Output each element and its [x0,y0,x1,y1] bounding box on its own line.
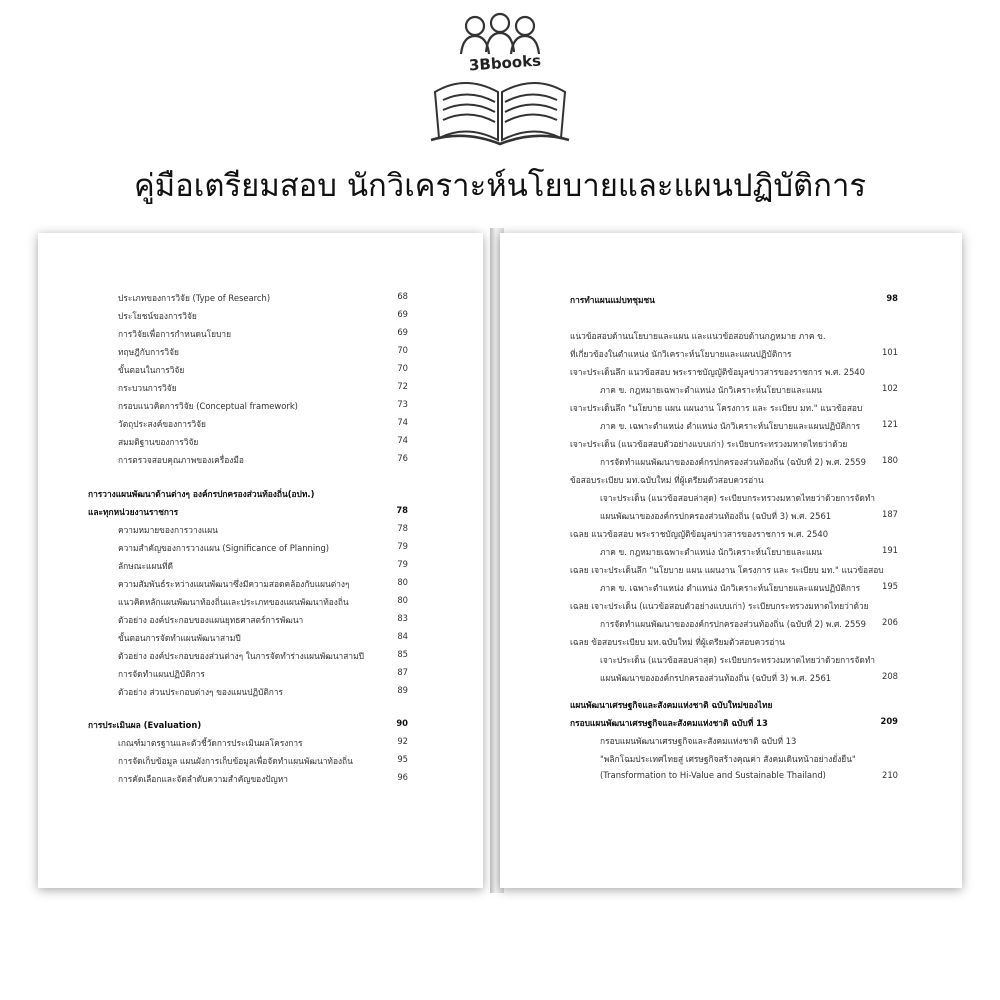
left-toc-page-number: 70 [397,345,408,355]
right-toc-entry: เฉลย เจาะประเด็น (แนวข้อสอบตัวอย่างแบบเก่า) ระเบียบกระทรวงมหาดไทยว่าด้วย [570,601,869,611]
right-toc-entry: เจาะประเด็น (แนวข้อสอบล่าสุด) ระเบียบกระทรวงมหาดไทยว่าด้วยการจัดทำ [600,493,875,503]
left-toc-entry: สมมติฐานของการวิจัย [118,437,199,447]
right-toc-entry: การจัดทำแผนพัฒนาขององค์กรปกครองส่วนท้องถิ่น (ฉบับที่ 2) พ.ศ. 2559 [600,457,866,467]
right-toc-entry: เจาะประเด็นลึก แนวข้อสอบ พระราชบัญญัติข้อมูลข่าวสารของราชการ พ.ศ. 2540 [570,367,865,377]
right-toc-page-number: 191 [882,545,898,555]
left-toc-page-number: 70 [397,363,408,373]
headline-title: คู่มือเตรียมสอบ นักวิเคราะห์นโยบายและแผนปฏิบัติการ [133,168,867,204]
left-toc-page-number: 89 [397,685,408,695]
right-toc-page-number: 209 [880,716,898,726]
left-toc-entry: และทุกหน่วยงานราชการ [88,507,179,517]
right-toc-entry: แผนพัฒนาขององค์กรปกครองส่วนท้องถิ่น (ฉบับที่ 3) พ.ศ. 2561 [600,511,832,521]
right-toc-entry: เจาะประเด็น (แนวข้อสอบล่าสุด) ระเบียบกระทรวงมหาดไทยว่าด้วยการจัดทำ [600,655,875,665]
right-toc-entry: แนวข้อสอบด้านนโยบายและแผน และแนวข้อสอบด้านกฎหมาย ภาค ข. [570,331,826,341]
left-toc-page-number: 83 [397,613,408,623]
right-toc-entry: ที่เกี่ยวข้องในตำแหน่ง นักวิเคราะห์นโยบายและแผนปฏิบัติการ [570,349,792,359]
left-toc-page-number: 73 [397,399,408,409]
left-toc-page-number: 95 [397,754,408,764]
left-toc-entry: กรอบแนวคิดการวิจัย (Conceptual framework) [118,401,298,411]
left-toc-entry: การจัดเก็บข้อมูล แผนผังการเก็บข้อมูลเพื่อจัดทำแผนพัฒนาท้องถิ่น [118,756,353,766]
right-page [500,233,962,888]
left-toc-entry: การประเมินผล (Evaluation) [88,720,202,730]
right-toc-entry: แผนพัฒนาเศรษฐกิจและสังคมแห่งชาติ ฉบับใหม่ของไทย [570,700,773,710]
right-toc-entry: แผนพัฒนาขององค์กรปกครองส่วนท้องถิ่น (ฉบับที่ 3) พ.ศ. 2561 [600,673,832,683]
left-toc-entry: ตัวอย่าง องค์ประกอบของส่วนต่างๆ ในการจัดทำร่างแผนพัฒนาสามปี [118,651,364,661]
left-toc-entry: วัตถุประสงค์ของการวิจัย [118,419,206,429]
left-toc-page-number: 72 [397,381,408,391]
left-page [38,233,483,888]
right-toc-page-number: 195 [882,581,898,591]
right-toc-page-number: 208 [882,671,898,681]
left-toc-entry: ตัวอย่าง ส่วนประกอบต่างๆ ของแผนปฏิบัติการ [118,687,284,697]
right-toc-entry: ภาค ข. เฉพาะตำแหน่ง ตำแหน่ง นักวิเคราะห์นโยบายและแผนปฏิบัติการ [600,583,861,593]
right-toc-entry: กรอบแผนพัฒนาเศรษฐกิจและสังคมแห่งชาติ ฉบับที่ 13 [600,736,797,746]
left-toc-page-number: 78 [397,523,408,533]
right-toc-entry: เฉลย ข้อสอบระเบียบ มท.ฉบับใหม่ ที่ผู้เตรียมตัวสอบควรอ่าน [570,637,785,647]
left-toc-entry: การจัดทำแผนปฏิบัติการ [118,669,205,679]
left-toc-page-number: 74 [397,417,408,427]
left-toc-page-number: 69 [397,309,408,319]
right-toc-entry: การทำแผนแม่บทชุมชน [570,295,655,305]
right-toc-page-number: 187 [882,509,898,519]
left-toc-page-number: 96 [397,772,408,782]
left-toc-entry: ประโยชน์ของการวิจัย [118,311,197,321]
right-toc-entry: ภาค ข. กฎหมายเฉพาะตำแหน่ง นักวิเคราะห์นโยบายและแผน [600,547,823,557]
right-toc-entry: เจาะประเด็น (แนวข้อสอบตัวอย่างแบบเก่า) ระเบียบกระทรวงมหาดไทยว่าด้วย [570,439,848,449]
people-icon [461,14,539,54]
left-toc-page-number: 74 [397,435,408,445]
left-toc-page-number: 92 [397,736,408,746]
left-toc-page-number: 79 [397,559,408,569]
right-toc-entry: ภาค ข. กฎหมายเฉพาะตำแหน่ง นักวิเคราะห์นโยบายและแผน [600,385,823,395]
left-toc-page-number: 80 [397,595,408,605]
left-toc-entry: ประเภทของการวิจัย (Type of Research) [118,293,271,303]
left-toc-page-number: 68 [397,291,408,301]
right-toc-entry: ภาค ข. เฉพาะตำแหน่ง ตำแหน่ง นักวิเคราะห์นโยบายและแผนปฏิบัติการ [600,421,861,431]
left-toc-entry: ความหมายของการวางแผน [118,525,218,535]
right-toc-page-number: 206 [882,617,898,627]
right-toc-page-number: 210 [882,770,898,780]
right-toc-entry: "พลิกโฉมประเทศไทยสู่ เศรษฐกิจสร้างคุณค่า สังคมเดินหน้าอย่างยั่งยืน" [600,754,856,764]
left-toc-entry: ขั้นตอนการจัดทำแผนพัฒนาสามปี [118,633,241,643]
right-toc-entry: ข้อสอบระเบียบ มท.ฉบับใหม่ ที่ผู้เตรียมตัวสอบควรอ่าน [570,475,764,485]
left-toc-entry: ความสัมพันธ์ระหว่างแผนพัฒนาซึ่งมีความสอดคล้องกับแผนต่างๆ [118,579,350,589]
left-toc-entry: การวางแผนพัฒนาด้านต่างๆ องค์กรปกครองส่วนท้องถิ่น(อปท.) [88,489,315,499]
left-toc-page-number: 87 [397,667,408,677]
right-toc-entry: การจัดทำแผนพัฒนาขององค์กรปกครองส่วนท้องถิ่น (ฉบับที่ 2) พ.ศ. 2559 [600,619,866,629]
left-toc-page-number: 84 [397,631,408,641]
brand-logo-text: 3Bbooks [468,51,542,75]
right-toc-page-number: 101 [882,347,898,357]
right-toc-entry: กรอบแผนพัฒนาเศรษฐกิจและสังคมแห่งชาติ ฉบับที่ 13 [570,718,768,728]
left-toc-page-number: 76 [397,453,408,463]
left-toc-page-number: 80 [397,577,408,587]
left-toc-entry: ตัวอย่าง องค์ประกอบของแผนยุทธศาสตร์การพัฒนา [118,615,304,625]
left-toc-entry: เกณฑ์มาตรฐานและตัวชี้วัดการประเมินผลโครงการ [118,738,303,748]
right-toc-page-number: 121 [882,419,898,429]
left-toc-entry: การวิจัยเพื่อการกำหนดนโยบาย [118,329,231,339]
left-toc-page-number: 85 [397,649,408,659]
left-toc-entry: ทฤษฎีกับการวิจัย [118,347,179,357]
left-toc-entry: กระบวนการวิจัย [118,383,177,393]
open-book-icon [431,83,569,144]
right-toc-entry: (Transformation to Hi-Value and Sustainable Thailand) [600,770,826,780]
left-toc-page-number: 69 [397,327,408,337]
left-toc-entry: ขั้นตอนในการวิจัย [118,365,185,375]
logo-illustration [425,12,575,152]
right-toc-page-number: 98 [886,293,898,303]
right-toc-page-number: 180 [882,455,898,465]
left-toc-entry: การคัดเลือกและจัดลำดับความสำคัญของปัญหา [118,774,288,784]
right-toc-entry: เฉลย แนวข้อสอบ พระราชบัญญัติข้อมูลข่าวสารของราชการ พ.ศ. 2540 [570,529,829,539]
left-toc-entry: แนวคิดหลักแผนพัฒนาท้องถิ่นและประเภทของแผนพัฒนาท้องถิ่น [118,597,349,607]
left-toc-page-number: 79 [397,541,408,551]
right-toc-entry: เฉลย เจาะประเด็นลึก "นโยบาย แผน แผนงาน โครงการ และ ระเบียบ มท." แนวข้อสอบ [570,565,884,575]
right-toc-page-number: 102 [882,383,898,393]
left-toc-entry: ลักษณะแผนที่ดี [118,561,173,571]
left-toc-entry: การตรวจสอบคุณภาพของเครื่องมือ [118,455,244,465]
left-toc-page-number: 78 [396,505,408,515]
left-toc-page-number: 90 [396,718,408,728]
left-toc-entry: ความสำคัญของการวางแผน (Significance of Planning) [118,543,330,553]
right-toc-entry: เจาะประเด็นลึก "นโยบาย แผน แผนงาน โครงการ และ ระเบียบ มท." แนวข้อสอบ [570,403,863,413]
